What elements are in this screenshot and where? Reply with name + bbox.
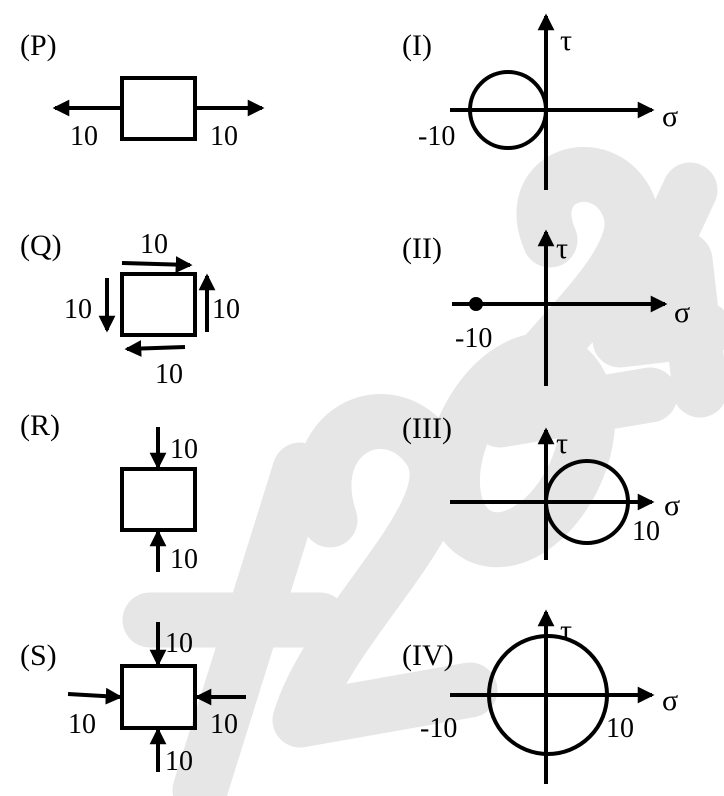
load-label-p-right: 10	[210, 121, 238, 152]
sigma-label: σ	[662, 100, 679, 133]
load-label-s-top: 10	[165, 628, 193, 659]
value-label-minus-10: -10	[455, 323, 493, 354]
tau-label: τ	[556, 232, 569, 265]
shear-arrow-bottom	[127, 347, 185, 349]
panel-r	[20, 409, 198, 575]
panel-label-s: (S)	[20, 639, 57, 672]
tau-label: τ	[560, 614, 573, 647]
panel-q	[20, 229, 240, 390]
shear-label-q-top: 10	[140, 229, 168, 260]
stress-element-s	[122, 666, 195, 728]
panel-label-ii: (II)	[402, 232, 442, 265]
tau-label: τ	[556, 427, 569, 460]
load-label-r-bottom: 10	[170, 544, 198, 575]
compression-arrow-left	[68, 694, 120, 697]
tau-label: τ	[560, 24, 573, 57]
panel-label-p: (P)	[20, 29, 57, 62]
shear-arrow-top	[122, 263, 190, 265]
shear-label-q-left: 10	[64, 294, 92, 325]
sigma-label: σ	[664, 489, 681, 522]
value-label-10: 10	[606, 713, 634, 744]
panel-p	[20, 29, 262, 152]
mohr-point	[469, 297, 483, 311]
panel-label-iv: (IV)	[402, 639, 454, 672]
sigma-label: σ	[662, 684, 679, 717]
load-label-p-left: 10	[70, 121, 98, 152]
load-label-s-bottom: 10	[165, 746, 193, 777]
value-label-10: 10	[632, 516, 660, 547]
shear-label-q-right: 10	[212, 294, 240, 325]
shear-label-q-bottom: 10	[155, 359, 183, 390]
sigma-label: σ	[674, 296, 691, 329]
value-label-minus-10: -10	[418, 121, 456, 152]
panel-label-r: (R)	[20, 409, 60, 442]
load-label-s-left: 10	[68, 709, 96, 740]
stress-element-r	[122, 469, 195, 530]
panel-label-i: (I)	[402, 29, 432, 62]
value-label-minus-10: -10	[420, 713, 458, 744]
stress-element-q	[122, 274, 195, 335]
load-label-r-top: 10	[170, 434, 198, 465]
load-label-s-right: 10	[210, 709, 238, 740]
panel-label-iii: (III)	[402, 412, 452, 445]
panel-label-q: (Q)	[20, 229, 62, 262]
stress-element-p	[122, 78, 195, 139]
